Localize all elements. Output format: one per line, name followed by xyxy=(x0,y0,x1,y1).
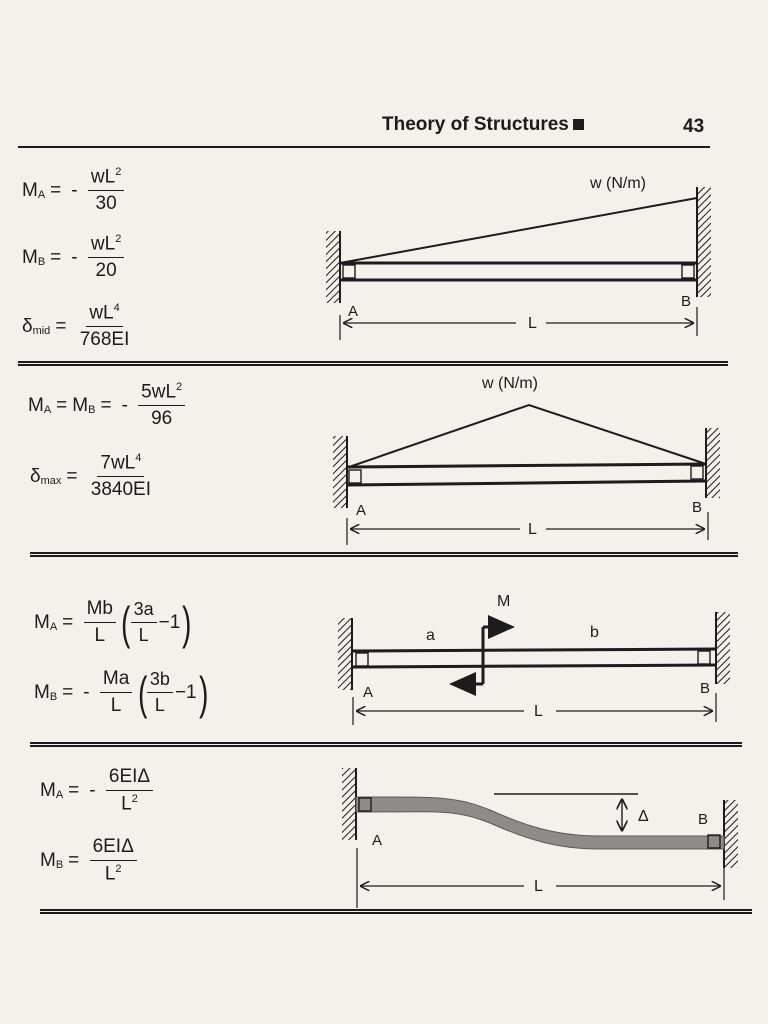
left-wall xyxy=(342,768,356,840)
support-b-label: B xyxy=(692,499,703,516)
right-wall xyxy=(697,187,711,297)
load-label: w (N/m) xyxy=(590,175,646,192)
case4-diagram xyxy=(342,768,738,908)
page-number: 43 xyxy=(683,116,705,137)
case1-moment-a: $M_A$ = - $\frac{wL^2}{30}$ xyxy=(22,166,124,215)
support-b-label: B xyxy=(681,293,692,310)
support-a-label: A xyxy=(363,684,374,701)
case1-diagram xyxy=(326,175,711,340)
beam-bottom xyxy=(347,481,706,485)
case3-diagram xyxy=(338,593,730,725)
case2-deflection-max: $\delta_{max}$ = $\frac{7wL^4}{3840EI}$ xyxy=(30,452,151,501)
support-b-label: B xyxy=(700,680,711,697)
case1-deflection-mid: $\delta_{mid}$ = $\frac{wL^4}{768EI}$ xyxy=(22,302,130,351)
delta-label: Δ xyxy=(638,808,649,825)
right-wall xyxy=(716,612,730,684)
case3-moment-a: $M_A$ = $\frac{Mb}{L}$ ( $\frac{3a}{L}$ −1) xyxy=(34,596,192,649)
left-wall xyxy=(333,436,347,508)
triangular-load xyxy=(349,405,706,467)
case4-moment-a: $M_A$ = - $\frac{\text{6EIΔ}}{L^2}$ xyxy=(40,766,153,815)
beam-bottom xyxy=(352,665,716,667)
case4-moment-b: $M_B$ = $\frac{\text{6EIΔ}}{L^2}$ xyxy=(40,836,137,885)
right-wall xyxy=(706,428,720,498)
left-wall xyxy=(338,618,352,690)
case1-moment-b: $M_B$ = - $\frac{wL^2}{20}$ xyxy=(22,233,124,282)
support-a-label: A xyxy=(348,303,359,320)
load-label: w (N/m) xyxy=(482,375,538,392)
beam-top xyxy=(352,649,716,651)
segment-a-label: a xyxy=(426,627,435,644)
span-label: L xyxy=(534,703,543,720)
moment-label: M xyxy=(497,593,511,610)
right-wall xyxy=(724,800,738,868)
case3-moment-b: $M_B$ = - $\frac{Ma}{L}$ ( $\frac{3b}{L}$ −1) xyxy=(34,666,208,719)
triangular-load xyxy=(340,198,697,263)
beam-top xyxy=(347,464,706,467)
case2-diagram xyxy=(333,375,720,545)
case2-moments: $M_A = M_B$ = - $\frac{5wL^2}{96}$ xyxy=(28,381,185,430)
segment-b-label: b xyxy=(590,624,599,641)
span-label: L xyxy=(528,315,537,332)
span-label: L xyxy=(534,878,543,895)
support-a-label: A xyxy=(372,832,383,849)
span-label: L xyxy=(528,521,537,538)
book-title: Theory of Structures xyxy=(382,114,569,135)
left-wall xyxy=(326,231,340,303)
support-a-label: A xyxy=(356,502,367,519)
deflected-beam xyxy=(356,797,724,849)
support-b-label: B xyxy=(698,811,709,828)
